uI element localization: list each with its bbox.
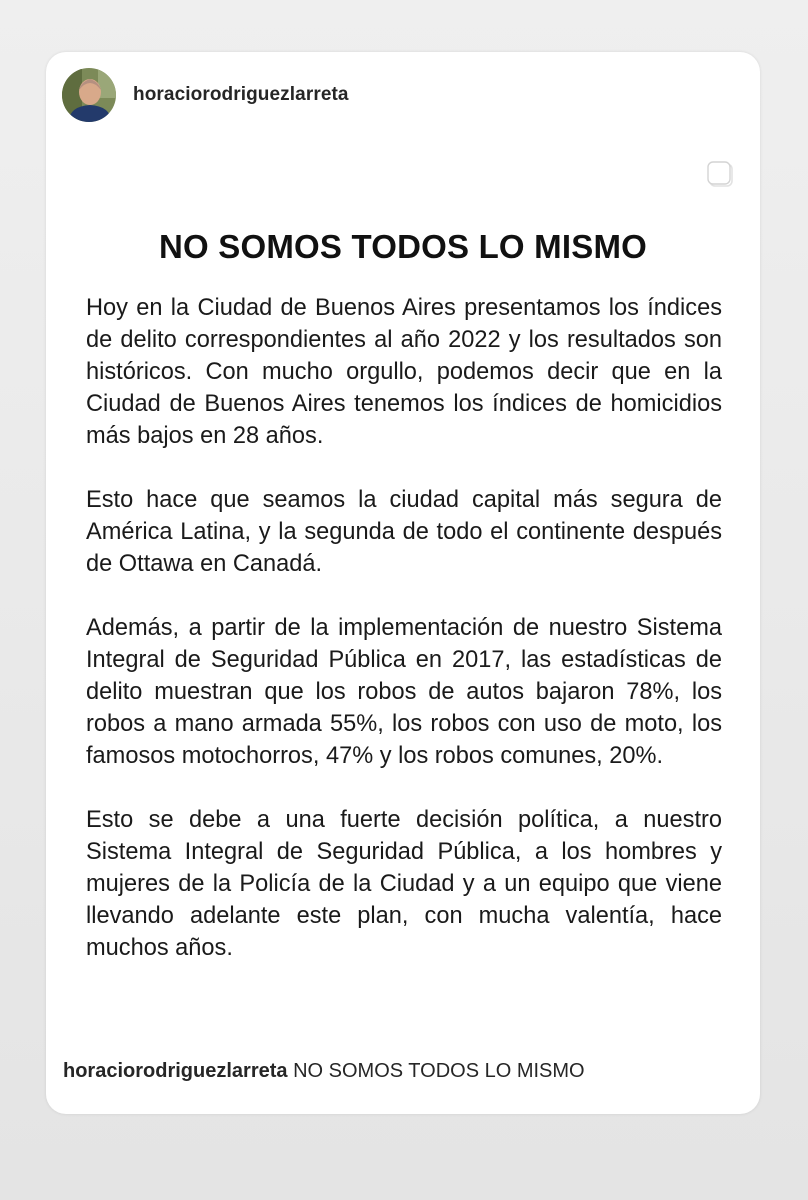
paragraph-3: Además, a partir de la implementación de nuestro Sistema Integral de Seguridad Pública en 2017, las estadísticas de delito muestran que los robos de autos bajaron 78%, los robos a mano armada 55%, los robos con uso de moto, los famosos motochorros, 47% y los robos comunes, 20%.	[86, 615, 722, 769]
header-username[interactable]: horaciorodriguezlarreta	[133, 84, 349, 105]
paragraph-1: Hoy en la Ciudad de Buenos Aires presentamos los índices de delito correspondientes al año 2022 y los resultados son históricos. Con mucho orgullo, podemos decir que en la Ciudad de Buenos Aires tenemos los índices de homicidios más bajos en 28 años.	[86, 295, 722, 449]
avatar[interactable]	[62, 68, 116, 122]
caption-username[interactable]: horaciorodriguezlarreta	[63, 1060, 288, 1082]
post-header	[62, 68, 349, 122]
paragraph-2: Esto hace que seamos la ciudad capital más segura de América Latina, y la segunda de todo el continente después de Ottawa en Canadá.	[86, 487, 722, 577]
post-card	[46, 52, 760, 1114]
caption-text: NO SOMOS TODOS LO MISMO	[293, 1060, 585, 1082]
post-body	[86, 292, 722, 996]
paragraph-4: Esto se debe a una fuerte decisión política, a nuestro Sistema Integral de Seguridad Pública, a los hombres y mujeres de la Policía de la Ciudad y a un equipo que viene llevando adelante este plan, con mucha valentía, hace muchos años.	[86, 807, 722, 961]
square-outline-icon	[706, 159, 736, 189]
post-title: NO SOMOS TODOS LO MISMO	[158, 228, 647, 265]
caption	[63, 1060, 585, 1083]
